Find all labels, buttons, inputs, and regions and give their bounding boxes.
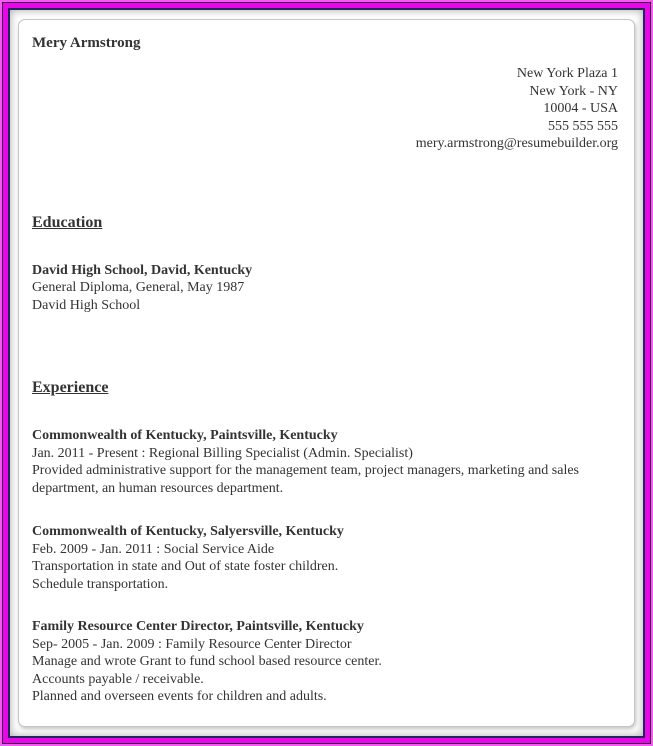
- education-entry-title: David High School, David, Kentucky: [32, 262, 253, 278]
- contact-address-line2: New York - NY: [529, 83, 618, 99]
- section-education: [32, 214, 618, 315]
- page-background: [10, 10, 643, 736]
- experience-entry-1-description: Provided administrative support for the management team, project managers, marketing and sales department, an human resources department.: [32, 463, 579, 496]
- experience-entry-3: [32, 618, 618, 706]
- section-title-education: Education: [32, 213, 103, 231]
- section-title-experience: Experience: [32, 379, 109, 396]
- experience-entry-3-dates-role: Sep- 2005 - Jan. 2009 : Family Resource Center Director: [32, 636, 352, 652]
- education-entry-school: David High School: [32, 297, 141, 313]
- experience-entry-3-description-line3: Planned and overseen events for children and adults.: [32, 689, 327, 704]
- contact-block: [32, 65, 618, 153]
- experience-entry-1-title: Commonwealth of Kentucky, Paintsville, Kentucky: [32, 428, 338, 443]
- experience-entry-2-description-line2: Schedule transportation.: [32, 576, 169, 592]
- contact-address-line1: New York Plaza 1: [516, 66, 618, 81]
- decorative-frame-navy-line: [8, 8, 645, 738]
- education-entry-degree: General Diploma, General, May 1987: [32, 280, 245, 295]
- experience-entry-1: [32, 427, 618, 497]
- resume-document: [18, 19, 635, 727]
- person-name: Mery Armstrong: [32, 35, 141, 51]
- experience-entry-2: [32, 523, 618, 593]
- experience-entry-3-description-line1: Manage and wrote Grant to fund school based resource center.: [32, 654, 382, 669]
- experience-entry-2-description-line1: Transportation in state and Out of state foster children.: [32, 559, 339, 574]
- experience-entry-3-description-line2: Accounts payable / receivable.: [32, 671, 204, 687]
- experience-entry-3-title: Family Resource Center Director, Paintsville, Kentucky: [32, 619, 364, 634]
- contact-phone: 555 555 555: [548, 118, 618, 134]
- decorative-frame-magenta: [3, 3, 650, 743]
- section-experience: [32, 379, 618, 706]
- education-entry: [32, 262, 618, 315]
- contact-address-line3: 10004 - USA: [543, 101, 618, 116]
- contact-email: mery.armstrong@resumebuilder.org: [415, 136, 618, 151]
- experience-entry-2-title: Commonwealth of Kentucky, Salyersville, Kentucky: [32, 524, 344, 539]
- decorative-frame-dark-line: [2, 2, 651, 744]
- experience-entry-2-dates-role: Feb. 2009 - Jan. 2011 : Social Service Aide: [32, 541, 275, 557]
- experience-entry-1-dates-role: Jan. 2011 - Present : Regional Billing Specialist (Admin. Specialist): [32, 445, 413, 461]
